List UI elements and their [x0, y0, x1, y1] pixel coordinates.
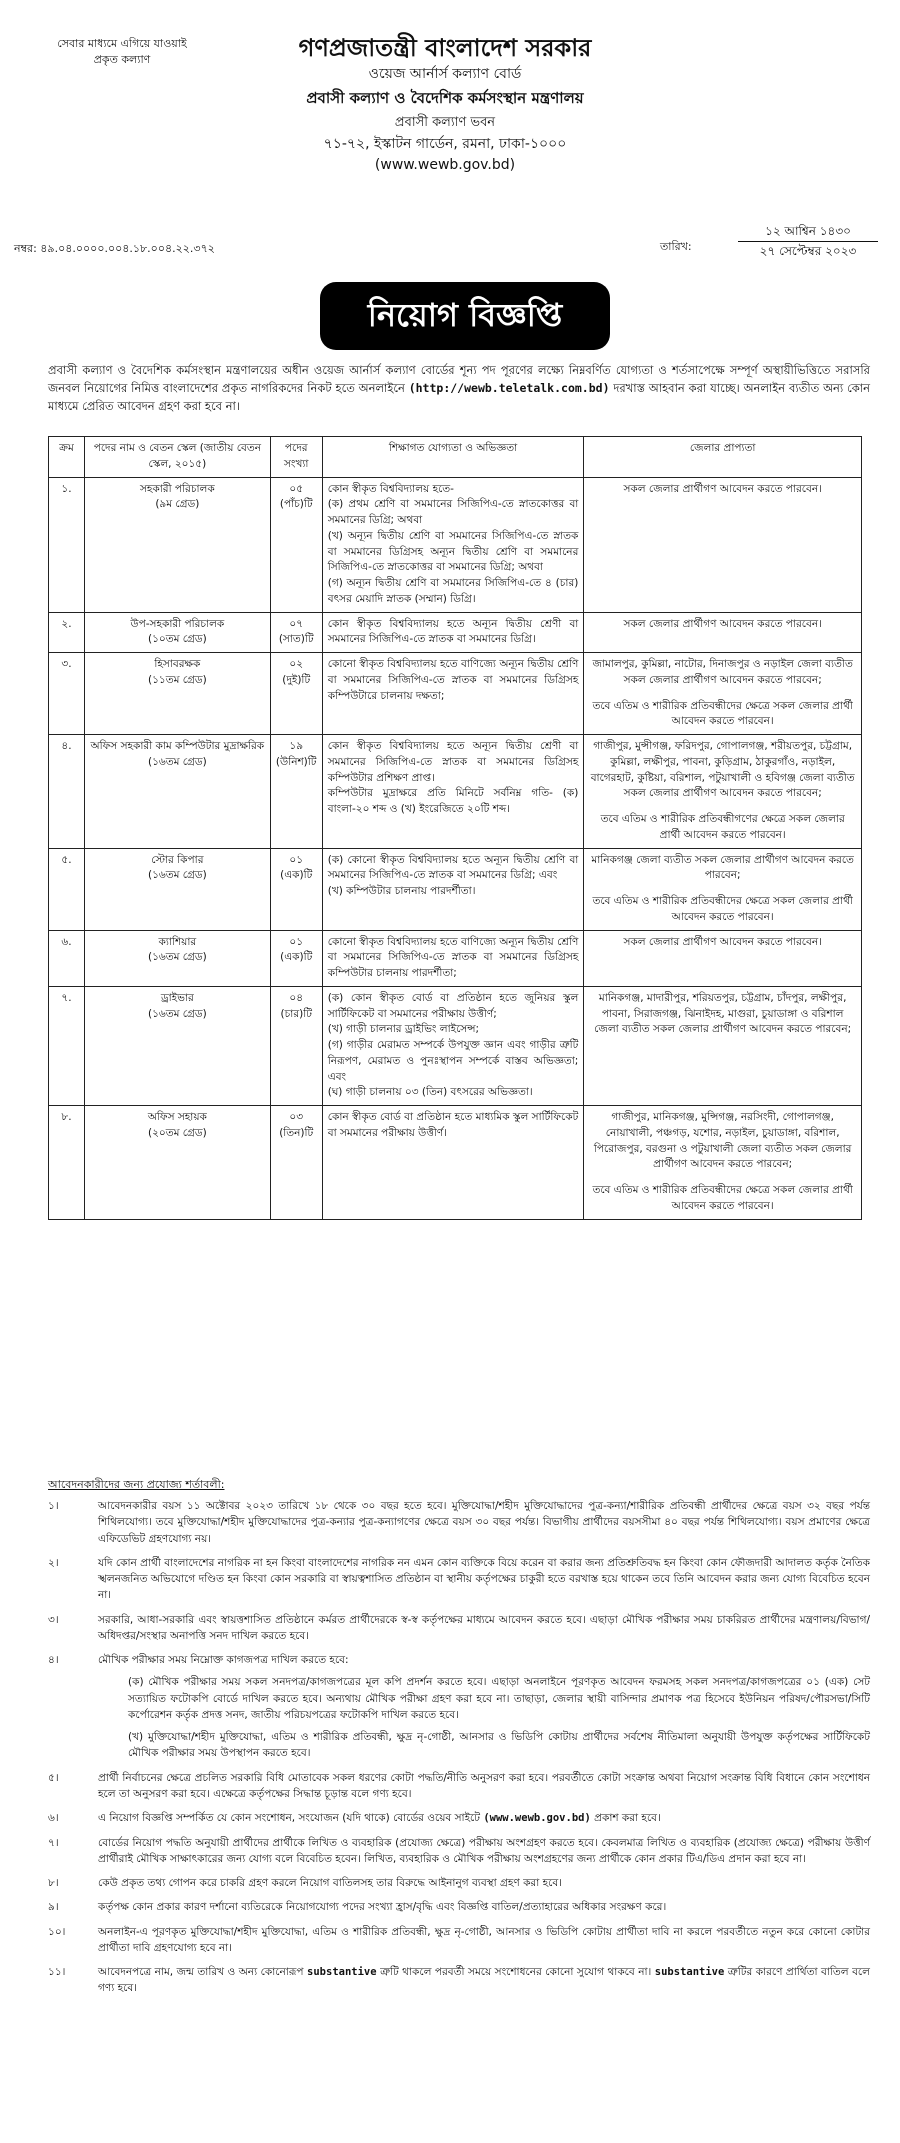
post-grade: (১৬তম গ্রেড): [147, 1007, 207, 1020]
district-note: তবে এতিম ও শারীরিক প্রতিবন্ধীদের ক্ষেত্রে সকল জেলার প্রার্থী আবেদন করতে পারবেন।: [592, 1184, 853, 1212]
notice-title: নিয়োগ বিজ্ঞপ্তি: [320, 282, 610, 350]
district-eligibility: গাজীপুর, মানিকগঞ্জ, মুন্সিগঞ্জ, নরসিংদী, গোপালগঞ্জ, নোয়াখালী, পঞ্চগড়, যশোর, নড়াইল, চুয়াডাঙ্গা, বরিশাল, পিরোজপুর, বরগুনা ও পটুয়াখালী জেলা ব্যতীত সকল জেলার প্রার্থীগণ আবেদন করতে পারবেন;: [593, 1111, 852, 1171]
condition-text-after-2: ত্রুটির কারণে প্রার্থিতা বাতিল বলে গণ্য হবে।: [98, 1966, 870, 1995]
row-count: [270, 612, 322, 653]
district-note: তবে এতিম ও শারীরিক প্রতিবন্ধীগণের ক্ষেত্রে সকল জেলার প্রার্থী আবেদন করতে পারবেন।: [600, 813, 845, 841]
header-qualification: শিক্ষাগত যোগ্যতা ও অভিজ্ঞতা: [322, 437, 584, 478]
intro-text: প্রবাসী কল্যাণ ও বৈদেশিক কর্মসংস্থান মন্ত্রণালয়ের অধীন ওয়েজ আর্নার্স কল্যাণ বোর্ডের শূন্য পদ পূরণের লক্ষ্যে নিম্নবর্ণিত যোগ্যতা ও শর্তসাপেক্ষে সম্পূর্ণ অস্থায়ীভিত্তিতে সরাসরি জনবল নিয়োগের নিমিত্ত বাংলাদেশের প্রকৃত নাগরিকদের নিকট হতে অনলাইনে: [48, 363, 870, 395]
row-district: [584, 653, 862, 735]
row-district: [584, 1106, 862, 1220]
condition-number: ৮।: [48, 1877, 59, 1890]
post-count-words: (এক)টি: [280, 869, 313, 882]
post-count-words: (এক)টি: [280, 951, 313, 964]
date-bangla: ১২ আশ্বিন ১৪৩০: [738, 222, 878, 242]
condition-number: ৪।: [48, 1654, 59, 1667]
condition-number: ৯।: [48, 1901, 59, 1914]
row-qualification: কোন স্বীকৃত বিশ্ববিদ্যালয় হতে অন্যূন দ্বিতীয় শ্রেণী বা সমমানের সিজিপিএ-তে স্নাতক বা সমমানের ডিগ্রিসহ কম্পিউটার প্রশিক্ষণ প্রাপ্ত। কম্পিউটার মুদ্রাক্ষরে প্রতি মিনিটে সর্বনিম্ন গতি- (ক) বাংলা-২০ শব্দ ও (খ) ইংরেজিতে ২০টি শব্দ।: [322, 735, 584, 849]
row-count: [270, 653, 322, 735]
condition-item: [48, 1770, 870, 1803]
table-row: [49, 1106, 862, 1220]
post-count-words: (সাত)টি: [278, 633, 314, 646]
condition-text: এ নিয়োগ বিজ্ঞপ্তি সম্পর্কিত যে কোন সংশোধন, সংযোজন (যদি থাকে) বোর্ডের ওয়েব সাইটে: [98, 1812, 480, 1825]
post-count: ০২: [289, 658, 304, 670]
row-serial: ২.: [49, 612, 85, 653]
condition-number: ১১।: [48, 1966, 66, 1979]
condition-item: [48, 1835, 870, 1868]
post-name: সহকারী পরিচালক: [139, 482, 215, 495]
post-grade: (১১তম গ্রেড): [147, 673, 207, 686]
table-row: [49, 612, 862, 653]
row-post: [84, 986, 270, 1105]
condition-item: [48, 1810, 870, 1826]
condition-text: কর্তৃপক্ষ কোন প্রকার কারণ দর্শানো ব্যতিরেকে নিয়োগযোগ্য পদের সংখ্যা হ্রাস/বৃদ্ধি এবং বিজ্ঞপ্তি বাতিল/প্রত্যাহারের অধিকার সংরক্ষণ করে।: [98, 1901, 667, 1914]
district-eligibility: মানিকগঞ্জ, মাদারীপুর, শরিয়তপুর, চট্টগ্রাম, চাঁদপুর, লক্ষীপুর, পাবনা, সিরাজগঞ্জ, ঝিনাইদহ, মাগুরা, চুয়াডাঙ্গা ও বরিশাল জেলা ব্যতীত সকল জেলার প্রার্থীগণ আবেদন করতে পারবেন;: [594, 991, 852, 1036]
post-count-words: (তিন)টি: [279, 1126, 314, 1139]
condition-text: যদি কোন প্রার্থী বাংলাদেশের নাগরিক না হন কিংবা বাংলাদেশের নাগরিক নন এমন কোন ব্যক্তিকে বিয়ে করেন বা করার জন্য প্রতিশ্রুতিবদ্ধ হন কিংবা কোন ফৌজদারী আদালত কর্তৃক নৈতিক স্খলনজনিত অভিযোগে দণ্ডিত হন কিংবা কোন সরকারি বা স্বায়ত্বশাসিত প্রতিষ্ঠান বা স্থানীয় কর্তৃপক্ষের চাকুরী হতে বরখাস্ত হয়ে থাকেন তবে তিনি আবেদন করার জন্য যোগ্য বিবেচিত হবেন না।: [98, 1556, 870, 1602]
condition-text-block: [98, 1924, 870, 1957]
row-qualification: কোনো স্বীকৃত বিশ্ববিদ্যালয় হতে বাণিজ্যে অন্যূন দ্বিতীয় শ্রেণি বা সমমানের সিজিপিএ-তে স্নাতক বা সমমানের ডিগ্রিসহ কম্পিউটারে চালনায় দক্ষতা;: [322, 653, 584, 735]
post-name: হিসাবরক্ষক: [154, 658, 201, 670]
condition-text-after: ত্রুটি থাকলে পরবর্তী সময়ে সংশোধনের কোনো সুযোগ থাকবে না।: [380, 1966, 652, 1979]
district-eligibility: জামালপুর, কুমিল্লা, নাটোর, দিনাজপুর ও নড়াইল জেলা ব্যতীত সকল জেলার প্রার্থীগণ আবেদন করতে পারবেন;: [592, 658, 853, 686]
row-qualification: (ক) কোনো স্বীকৃত বিশ্ববিদ্যালয় হতে অন্যূন দ্বিতীয় শ্রেণি বা সমমানের সিজিপিএ-তে স্নাতক বা সমমানের ডিগ্রি; এবং (খ) কম্পিউটার চালনায় পারদর্শীতা।: [322, 848, 584, 930]
condition-subitem: (ক) মৌখিক পরীক্ষার সময় সকল সনদপত্র/কাগজপত্রের মূল কপি প্রদর্শন করতে হবে। এছাড়া অনলাইনে পূরণকৃত আবেদন ফরমসহ সকল সনদপত্র/কাগজপত্রের ০১ (এক) সেট সত্যায়িত ফটোকপি বোর্ডে দাখিল করতে হবে। অন্যথায় মৌখিক পরীক্ষা গ্রহণ করা হবে না। তাছাড়া, জেলার স্থায়ী বাসিন্দার প্রমাণক পত্র হিসেবে ইউনিয়ন পরিষদ/পৌরসভা/সিটি কর্পোরেশন কর্তৃক প্রদত্ত সনদ, জাতীয় পরিচয়পত্রের ফটোকপি দাখিল করতে হবে।: [128, 1676, 870, 1721]
post-count: ১৯: [289, 740, 304, 752]
condition-text: অনলাইন-এ পূরণকৃত মুক্তিযোদ্ধা/শহীদ মুক্তিযোদ্ধা, এতিম ও শারীরিক প্রতিবন্ধী, ক্ষুদ্র নৃ-গোষ্ঠী, আনসার ও ভিডিপি কোটায় প্রার্থীতা দাবি না করলে পরবর্তীতে নতুন করে কোনো কোটার প্রার্থীতা দাবি গ্রহণযোগ্য হবে না।: [98, 1925, 870, 1954]
government-title: গণপ্রজাতন্ত্রী বাংলাদেশ সরকার: [298, 33, 592, 62]
post-name: ড্রাইভার: [160, 991, 194, 1004]
post-count: ০৩: [289, 1111, 304, 1123]
table-row: [49, 930, 862, 986]
table-row: [49, 986, 862, 1105]
post-count-words: (চার)টি: [280, 1007, 312, 1020]
ministry-name: প্রবাসী কল্যাণ ও বৈদেশিক কর্মসংস্থান মন্ত্রণালয়: [306, 88, 584, 107]
condition-text: আবেদনকারীর বয়স ১১ অক্টোবর ২০২৩ তারিখে ১৮ থেকে ৩০ বছর হতে হবে। মুক্তিযোদ্ধা/শহীদ মুক্তিযোদ্ধাদের পুত্র-কন্যা/শারীরিক প্রতিবন্ধী প্রার্থীদের ক্ষেত্রে বয়স ৩২ বছর পর্যন্ত শিথিলযোগ্য। তবে মুক্তিযোদ্ধা/শহীদ মুক্তিযোদ্ধাদের পুত্র-কন্যার পুত্র-কন্যাগণের ক্ষেত্রে বয়স ৩০ বছর পর্যন্ত। বিভাগীয় প্রার্থীদের বয়সসীমা ৪০ বছর পর্যন্ত শিথিলযোগ্য। বয়স প্রমাণের ক্ষেত্রে এফিডেভিট গ্রহণযোগ্য নয়।: [98, 1500, 870, 1545]
row-post: [84, 612, 270, 653]
condition-item: [48, 1498, 870, 1547]
condition-number: ৫।: [48, 1771, 59, 1784]
header-district: জেলার প্রাপ্যতা: [584, 437, 862, 478]
intro-paragraph: [48, 362, 870, 415]
row-district: [584, 612, 862, 653]
condition-text-block: [98, 1770, 870, 1803]
post-count-words: (পাঁচ)টি: [279, 498, 313, 511]
website[interactable]: (www.wewb.gov.bd): [374, 157, 516, 174]
post-count-words: (উনিশ)টি: [275, 755, 317, 768]
condition-number: ৩।: [48, 1613, 59, 1626]
condition-text-block: [98, 1810, 870, 1826]
application-link[interactable]: (http://wewb.teletalk.com.bd): [408, 380, 610, 395]
district-note: তবে এতিম ও শারীরিক প্রতিবন্ধীদের ক্ষেত্রে সকল জেলার প্রার্থী আবেদন করতে পারবেন।: [592, 895, 853, 923]
post-grade: (২০তম গ্রেড): [147, 1126, 207, 1139]
district-eligibility: মানিকগঞ্জ জেলা ব্যতীত সকল জেলার প্রার্থীগণ আবেদন করতে পারবেন;: [591, 853, 854, 882]
row-district: [584, 986, 862, 1105]
header-post: পদের নাম ও বেতন স্কেল (জাতীয় বেতন স্কেল, ২০১৫): [84, 437, 270, 478]
post-count: ০১: [289, 853, 304, 866]
condition-item: [48, 1875, 870, 1891]
slogan: সেবার মাধ্যমে এগিয়ে যাওয়াই প্রকৃত কল্যাণ: [57, 37, 187, 66]
row-count: [270, 1106, 322, 1220]
condition-number: ২।: [48, 1556, 59, 1569]
district-eligibility: সকল জেলার প্রার্থীগণ আবেদন করতে পারবেন।: [623, 482, 822, 495]
condition-text-block: [98, 1652, 870, 1762]
row-serial: ১.: [49, 477, 85, 612]
date-english: ২৭ সেপ্টেম্বর ২০২৩: [759, 244, 857, 259]
post-count: ০১: [289, 935, 304, 948]
condition-text: মৌখিক পরীক্ষার সময় নিম্নোক্ত কাগজপত্র দাখিল করতে হবে:: [98, 1654, 349, 1667]
condition-subitem: (খ) মুক্তিযোদ্ধা/শহীদ মুক্তিযোদ্ধা, এতিম ও শারীরিক প্রতিবন্ধী, ক্ষুদ্র নৃ-গোষ্ঠী, আনসার ও ভিডিপি কোটায় প্রার্থীদের সর্বশেষ নীতিমালা অনুযায়ী উপযুক্ত কর্তৃপক্ষের সার্টিফিকেট মৌখিক পরীক্ষার সময় উপস্থাপন করতে হবে।: [128, 1731, 870, 1760]
date-label: তারিখ:: [660, 240, 692, 253]
condition-text: সরকারি, আধা-সরকারি এবং স্বায়ত্তশাসিত প্রতিষ্ঠানে কর্মরত প্রার্থীদেরকে স্ব-স্ব কর্তৃপক্ষের মাধ্যমে আবেদন করতে হবে। এছাড়া মৌখিক পরীক্ষার সময় চাকরিরত প্রার্থীদের মন্ত্রণালয়/বিভাগ/অধিদপ্তর/সংস্থার অনাপত্তি সনদ দাখিল করতে হবে।: [98, 1613, 870, 1642]
row-qualification: কোন স্বীকৃত বিশ্ববিদ্যালয় হতে অন্যূন দ্বিতীয় শ্রেণী বা সমমানের সিজিপিএ-তে স্নাতক বা সমমানের ডিগ্রি।: [322, 612, 584, 653]
district-eligibility: গাজীপুর, মুন্সীগঞ্জ, ফরিদপুর, গোপালগঞ্জ, শরীয়তপুর, চট্টগ্রাম, কুমিল্লা, লক্ষীপুর, পাবনা, কুড়িগ্রাম, ঠাকুরগাঁও, নড়াইল, বাগেরহাট, কুষ্টিয়া, বরিশাল, পটুয়াখালী ও হবিগঞ্জ জেলা ব্যতীত সকল জেলার প্রার্থীগণ আবেদন করতে পারবেন;: [590, 740, 855, 800]
memo-number: নম্বর: ৪৯.০৪.০০০০.০০৪.১৮.০০৪.২২.৩৭২: [14, 242, 215, 255]
row-count: [270, 986, 322, 1105]
condition-number: ১।: [48, 1500, 59, 1512]
building-name: প্রবাসী কল্যাণ ভবন: [394, 114, 496, 130]
post-count: ০৭: [289, 617, 304, 630]
post-grade: (১৬তম গ্রেড): [147, 755, 207, 768]
table-header-row: [49, 437, 862, 478]
post-count-words: (দুই)টি: [282, 673, 311, 686]
condition-text-block: [98, 1964, 870, 1997]
row-count: [270, 477, 322, 612]
row-qualification: কোন স্বীকৃত বিশ্ববিদ্যালয় হতে- (ক) প্রথম শ্রেণি বা সমমানের সিজিপিএ-তে স্নাতকোত্তর বা সমমানের ডিগ্রি; অথবা (খ) অন্যূন দ্বিতীয় শ্রেণি বা সমমানের সিজিপিএ-তে স্নাতক বা সমমানের ডিগ্রিসহ অন্যূন দ্বিতীয় শ্রেণি বা সমমানের সিজিপিএ-তে স্নাতকোত্তর বা সমমানের ডিগ্রি; অথবা (গ) অন্যূন দ্বিতীয় শ্রেণি বা সমমানের সিজিপিএ-তে ৪ (চার) বৎসর মেয়াদি স্নাতক (সম্মান) ডিগ্রি।: [322, 477, 584, 612]
row-district: [584, 735, 862, 849]
row-district: [584, 477, 862, 612]
board-name: ওয়েজ আর্নার্স কল্যাণ বোর্ড: [368, 65, 522, 82]
post-grade: (৯ম গ্রেড): [155, 498, 200, 511]
table-row: [49, 653, 862, 735]
row-serial: ৪.: [49, 735, 85, 849]
condition-text: বোর্ডের নিয়োগ পদ্ধতি অনুযায়ী প্রার্থীদের প্রার্থীকে লিখিত ও ব্যবহারিক (প্রযোজ্য ক্ষেত্রে) পরীক্ষায় অংশগ্রহণ করতে হবে। কেবলমাত্র লিখিত ও ব্যবহারিক (প্রযোজ্য ক্ষেত্রে) পরীক্ষায় উত্তীর্ণ প্রার্থীরাই মৌখিক সাক্ষাৎকারের জন্য যোগ্য বলে বিবেচিত হবেন। লিখিত, ব্যবহারিক ও মৌখিক পরীক্ষায় অংশগ্রহণের জন্য প্রার্থীকে কোন প্রকার টিএ/ডিএ প্রদান করা হবে না।: [98, 1836, 870, 1865]
row-serial: ৩.: [49, 653, 85, 735]
row-post: [84, 735, 270, 849]
row-district: [584, 848, 862, 930]
district-note: তবে এতিম ও শারীরিক প্রতিবন্ধীদের ক্ষেত্রে সকল জেলার প্রার্থী আবেদন করতে পারবেন।: [592, 699, 853, 728]
row-qualification: কোনো স্বীকৃত বিশ্ববিদ্যালয় হতে বাণিজ্যে অন্যূন দ্বিতীয় শ্রেণি বা সমমানের সিজিপিএ-তে স্নাতক বা সমমানের ডিগ্রিসহ কম্পিউটার চালনায় পারদর্শীতা;: [322, 930, 584, 986]
condition-text-block: [98, 1875, 870, 1891]
table-row: [49, 735, 862, 849]
row-qualification: কোন স্বীকৃত বোর্ড বা প্রতিষ্ঠান হতে মাধ্যমিক স্কুল সার্টিফিকেট বা সমমানের পরীক্ষায় উত্তীর্ণ।: [322, 1106, 584, 1220]
header-serial: ক্রম: [49, 437, 85, 478]
condition-item: [48, 1899, 870, 1915]
post-grade: (১৬তম গ্রেড): [147, 869, 207, 882]
row-post: [84, 848, 270, 930]
conditions-title: আবেদনকারীদের জন্য প্রযোজ্য শর্তাবলী:: [48, 1478, 225, 1491]
condition-text-block: [98, 1612, 870, 1645]
condition-number: ৭।: [48, 1836, 59, 1849]
condition-text-after: প্রকাশ করা হবে।: [594, 1812, 661, 1825]
row-post: [84, 1106, 270, 1220]
post-name: অফিস সহকারী কাম কম্পিউটার মুদ্রাক্ষরিক: [90, 740, 265, 752]
condition-item: [48, 1555, 870, 1604]
letterhead: [220, 34, 670, 175]
condition-text-block: [98, 1835, 870, 1868]
row-count: [270, 930, 322, 986]
condition-number: ১০।: [48, 1925, 66, 1938]
condition-link-2: substantive: [654, 1966, 725, 1979]
address: ৭১-৭২, ইস্কাটন গার্ডেন, রমনা, ঢাকা-১০০০: [323, 136, 567, 153]
condition-text-block: [98, 1899, 870, 1915]
date-block: [738, 222, 878, 261]
row-post: [84, 653, 270, 735]
post-count: ০৫: [289, 482, 304, 495]
row-serial: ৮.: [49, 1106, 85, 1220]
post-count: ০৪: [289, 991, 304, 1004]
condition-text: আবেদনপত্রে নাম, জন্ম তারিখ ও অন্য কোনোরূপ: [98, 1966, 304, 1979]
intro-text-2: দরখাস্ত আহবান করা যাচ্ছে। অনলাইন ব্যতীত অন্য কোন মাধ্যমে প্রেরিত আবেদন গ্রহণ করা হবে না।: [48, 380, 871, 413]
post-grade: (১০তম গ্রেড): [147, 633, 207, 646]
condition-text: প্রার্থী নির্বাচনের ক্ষেত্রে প্রচলিত সরকারি বিধি মোতাবেক সকল ধরণের কোটা পদ্ধতি/নীতি অনুসরণ করা হবে। পরবর্তীতে কোটা সংক্রান্ত অথবা নিয়োগ সংক্রান্ত বিধি বিধানে কোন সংশোধন হলে তা অনুসরণ করা হবে। এক্ষেত্রে কর্তৃপক্ষের সিদ্ধান্ত চূড়ান্ত বলে গণ্য হবে।: [98, 1771, 870, 1800]
condition-item: [48, 1924, 870, 1957]
vacancy-table: [48, 436, 862, 1220]
post-grade: (১৬তম গ্রেড): [147, 951, 207, 964]
row-post: [84, 930, 270, 986]
row-count: [270, 735, 322, 849]
condition-text-block: [98, 1555, 870, 1604]
condition-text: কেউ প্রকৃত তথ্য গোপন করে চাকরি গ্রহণ করলে নিয়োগ বাতিলসহ তার বিরুদ্ধে আইনানুগ ব্যবস্থা গ্রহণ করা হবে।: [98, 1877, 562, 1890]
row-serial: ৭.: [49, 986, 85, 1105]
conditions-list: [48, 1498, 870, 2005]
row-count: [270, 848, 322, 930]
condition-item: [48, 1964, 870, 1997]
row-post: [84, 477, 270, 612]
condition-link[interactable]: (www.wewb.gov.bd): [483, 1812, 591, 1825]
post-name: স্টোর কিপার: [151, 853, 204, 866]
condition-item: [48, 1652, 870, 1762]
condition-text-block: [98, 1498, 870, 1547]
post-name: উপ-সহকারী পরিচালক: [130, 617, 225, 630]
district-eligibility: সকল জেলার প্রার্থীগণ আবেদন করতে পারবেন।: [623, 935, 822, 948]
header-count: পদের সংখ্যা: [270, 437, 322, 478]
table-body: [49, 477, 862, 1219]
district-eligibility: সকল জেলার প্রার্থীগণ আবেদন করতে পারবেন।: [623, 617, 822, 630]
condition-link[interactable]: substantive: [307, 1966, 377, 1979]
condition-number: ৬।: [48, 1812, 59, 1825]
condition-item: [48, 1612, 870, 1645]
table-row: [49, 848, 862, 930]
row-district: [584, 930, 862, 986]
post-name: অফিস সহায়ক: [147, 1111, 207, 1123]
row-qualification: (ক) কোন স্বীকৃত বোর্ড বা প্রতিষ্ঠান হতে জুনিয়র স্কুল সার্টিফিকেট বা সমমানের পরীক্ষায় উত্তীর্ণ; (খ) গাড়ী চালনার ড্রাইভিং লাইসেন্স; (গ) গাড়ীর মেরামত সম্পর্কে উপযুক্ত জ্ঞান এবং গাড়ীর ত্রুটি নিরূপণ, মেরামত ও পুনঃস্থাপন সম্পর্কে বাস্তব অভিজ্ঞতা; এবং (ঘ) গাড়ী চালনায় ০৩ (তিন) বৎসরের অভিজ্ঞতা।: [322, 986, 584, 1105]
table-row: [49, 477, 862, 612]
row-serial: ৬.: [49, 930, 85, 986]
row-serial: ৫.: [49, 848, 85, 930]
post-name: ক্যাশিয়ার: [158, 935, 197, 948]
